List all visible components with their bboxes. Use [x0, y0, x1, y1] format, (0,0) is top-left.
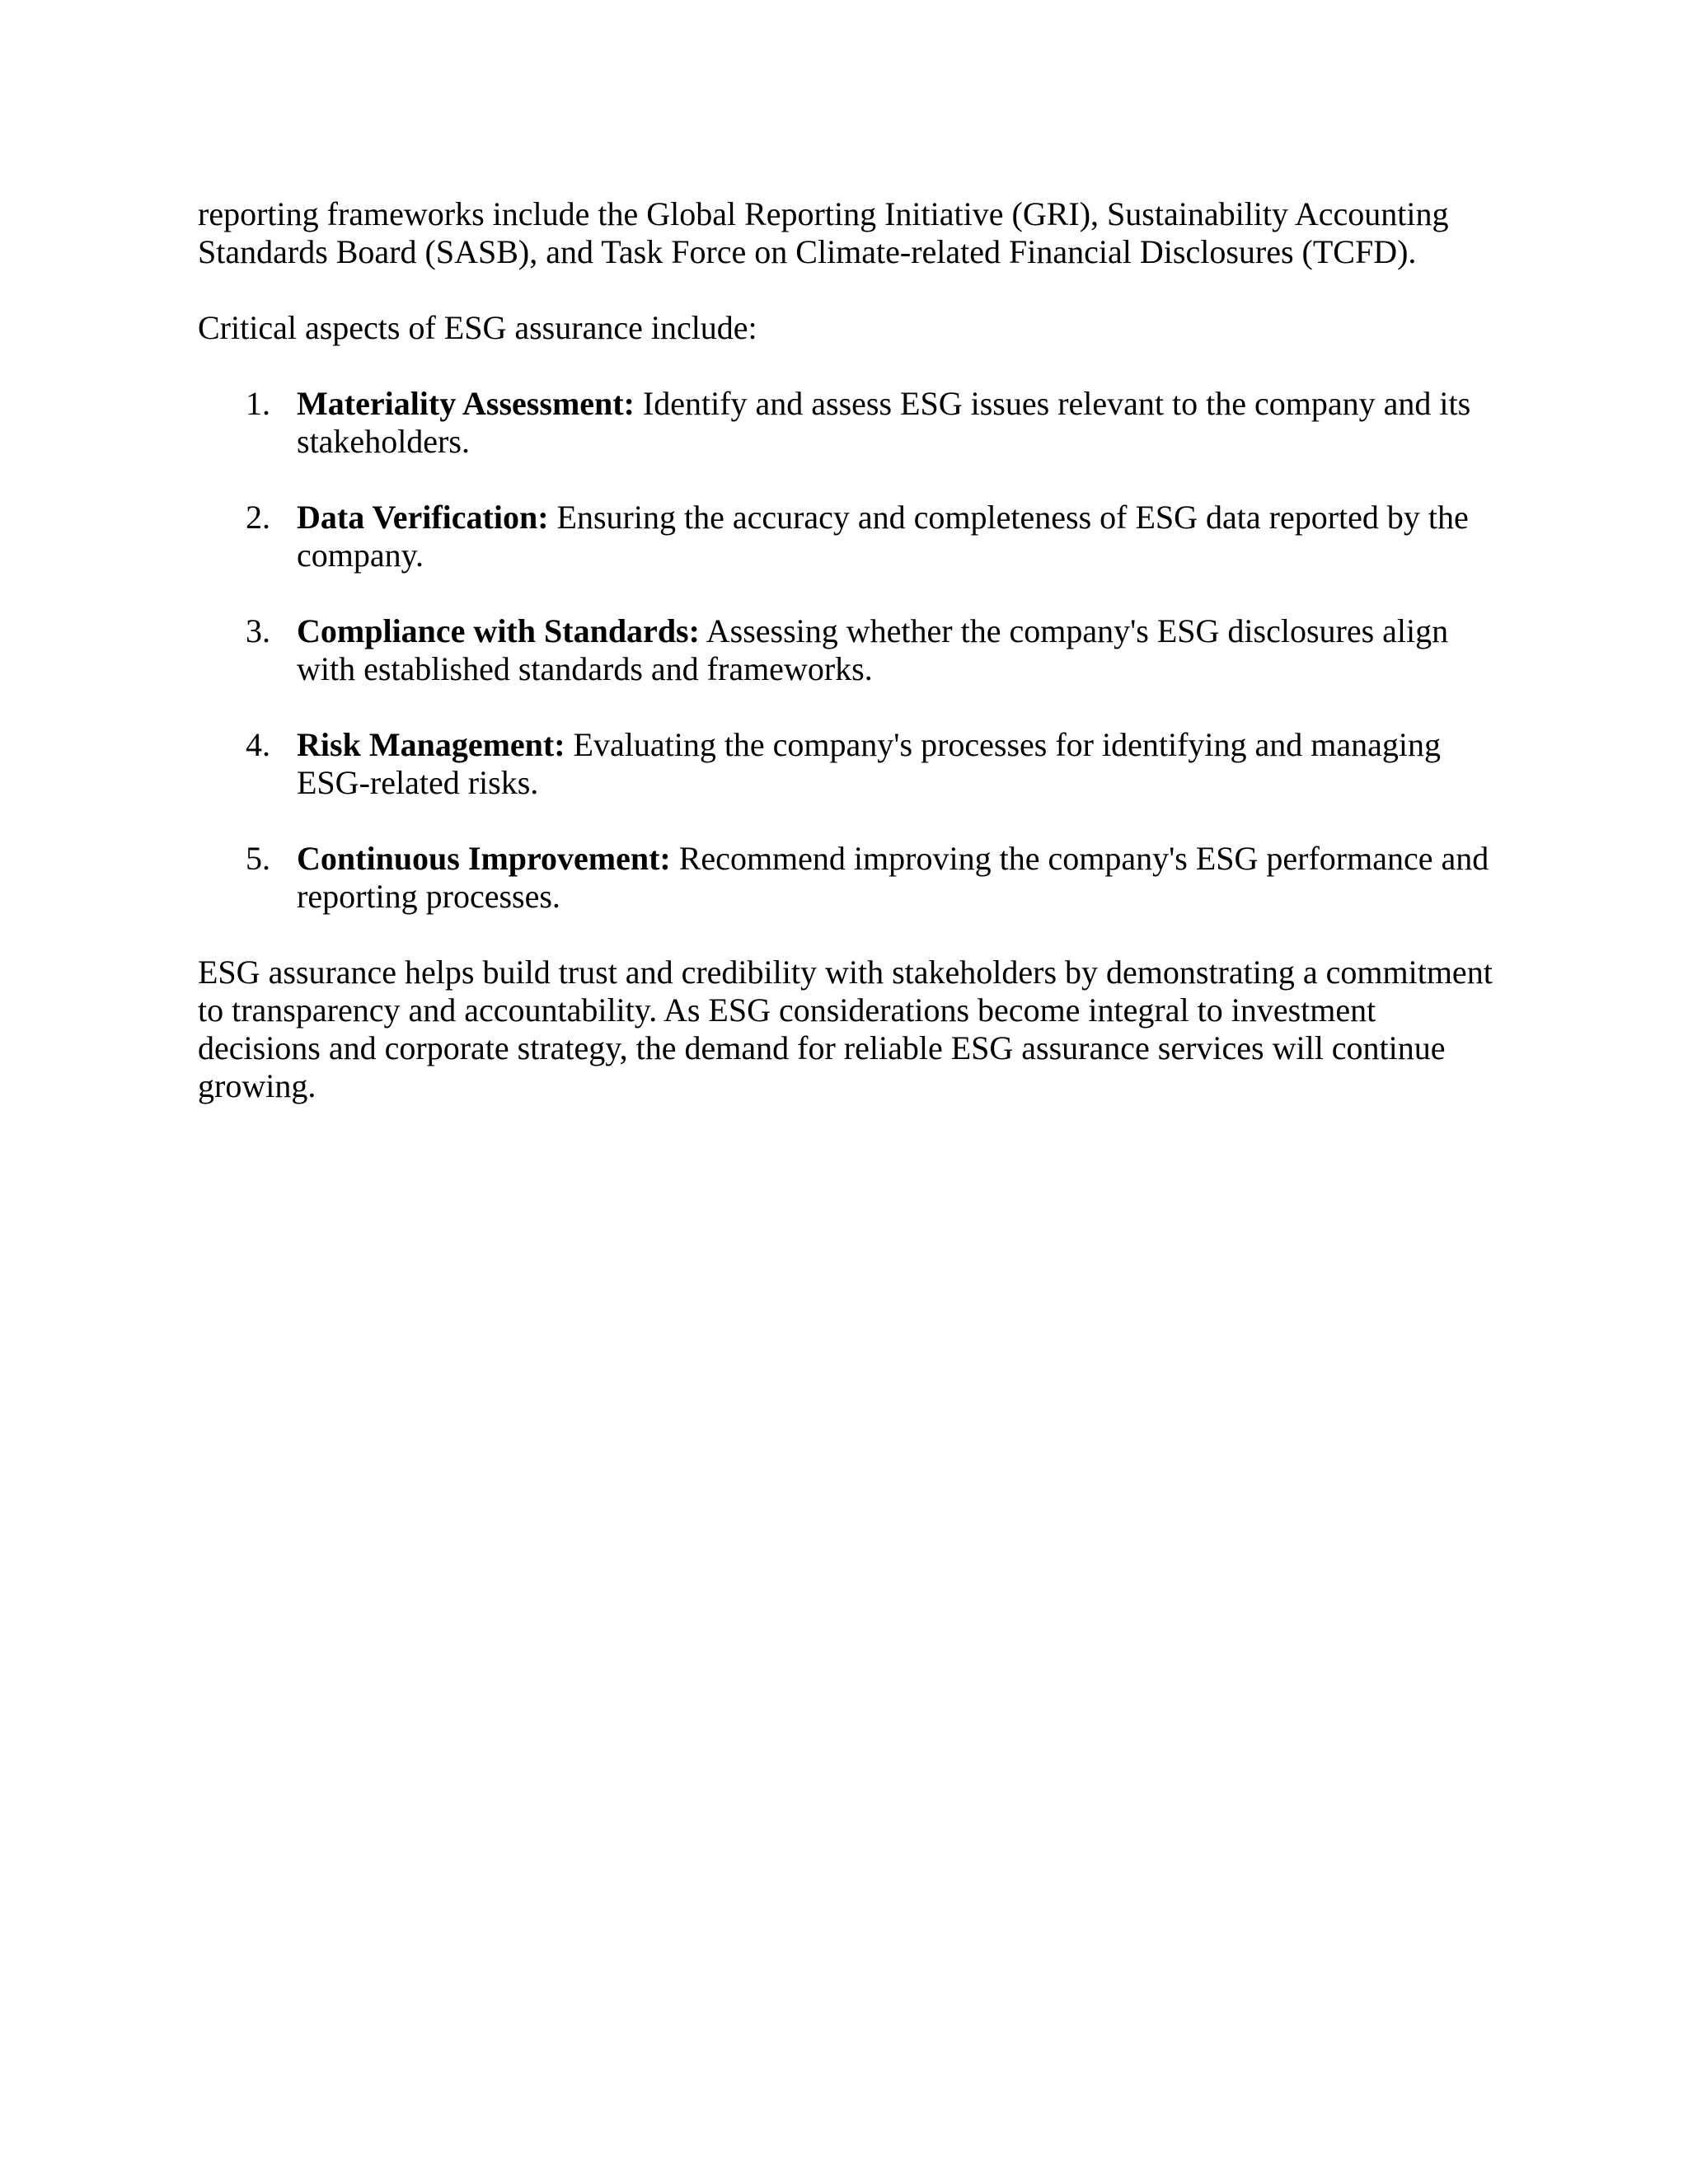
list-item-term: Data Verification: [297, 499, 549, 536]
document-body [198, 195, 1500, 1105]
list-item-term: Continuous Improvement: [297, 840, 671, 877]
list-item-number: 4. [246, 726, 270, 763]
list-item-number: 5. [246, 840, 270, 877]
list-item-term: Risk Management: [297, 726, 565, 763]
list-item-number: 3. [246, 612, 270, 649]
closing-paragraph: ESG assurance helps build trust and credibility with stakeholders by demonstrating a commitment to transparency and accountability. As ESG considerations become integral to investment decisions and corporate strategy, the demand for reliable ESG assurance services will continue growing. [198, 954, 1493, 1104]
list-item-text: Identify and assess ESG issues relevant to the company and its stakeholders. [297, 385, 1471, 460]
list-item-text: Ensuring the accuracy and completeness of ESG data reported by the company. [297, 499, 1469, 574]
list-item-text: Assessing whether the company's ESG disclosures align with established standards and frameworks. [297, 612, 1449, 687]
list-item-term: Materiality Assessment: [297, 385, 635, 422]
list-item [198, 612, 1500, 688]
aspects-lead-paragraph: Critical aspects of ESG assurance include: [198, 309, 757, 346]
list-item-number: 1. [246, 385, 270, 422]
list-item-term: Compliance with Standards: [297, 612, 700, 649]
list-item-text: Recommend improving the company's ESG performance and reporting processes. [297, 840, 1489, 915]
esg-aspects-list [198, 385, 1500, 916]
list-item [198, 385, 1500, 461]
list-item-text: Evaluating the company's processes for identifying and managing ESG-related risks. [297, 726, 1442, 801]
list-item [198, 840, 1500, 916]
list-item [198, 499, 1500, 574]
list-item-number: 2. [246, 499, 270, 536]
intro-paragraph: reporting frameworks include the Global Reporting Initiative (GRI), Sustainability Accounting Standards Board (SASB), and Task Force on Climate-related Financial Disclosures (TCFD). [198, 195, 1449, 270]
list-item [198, 726, 1500, 802]
